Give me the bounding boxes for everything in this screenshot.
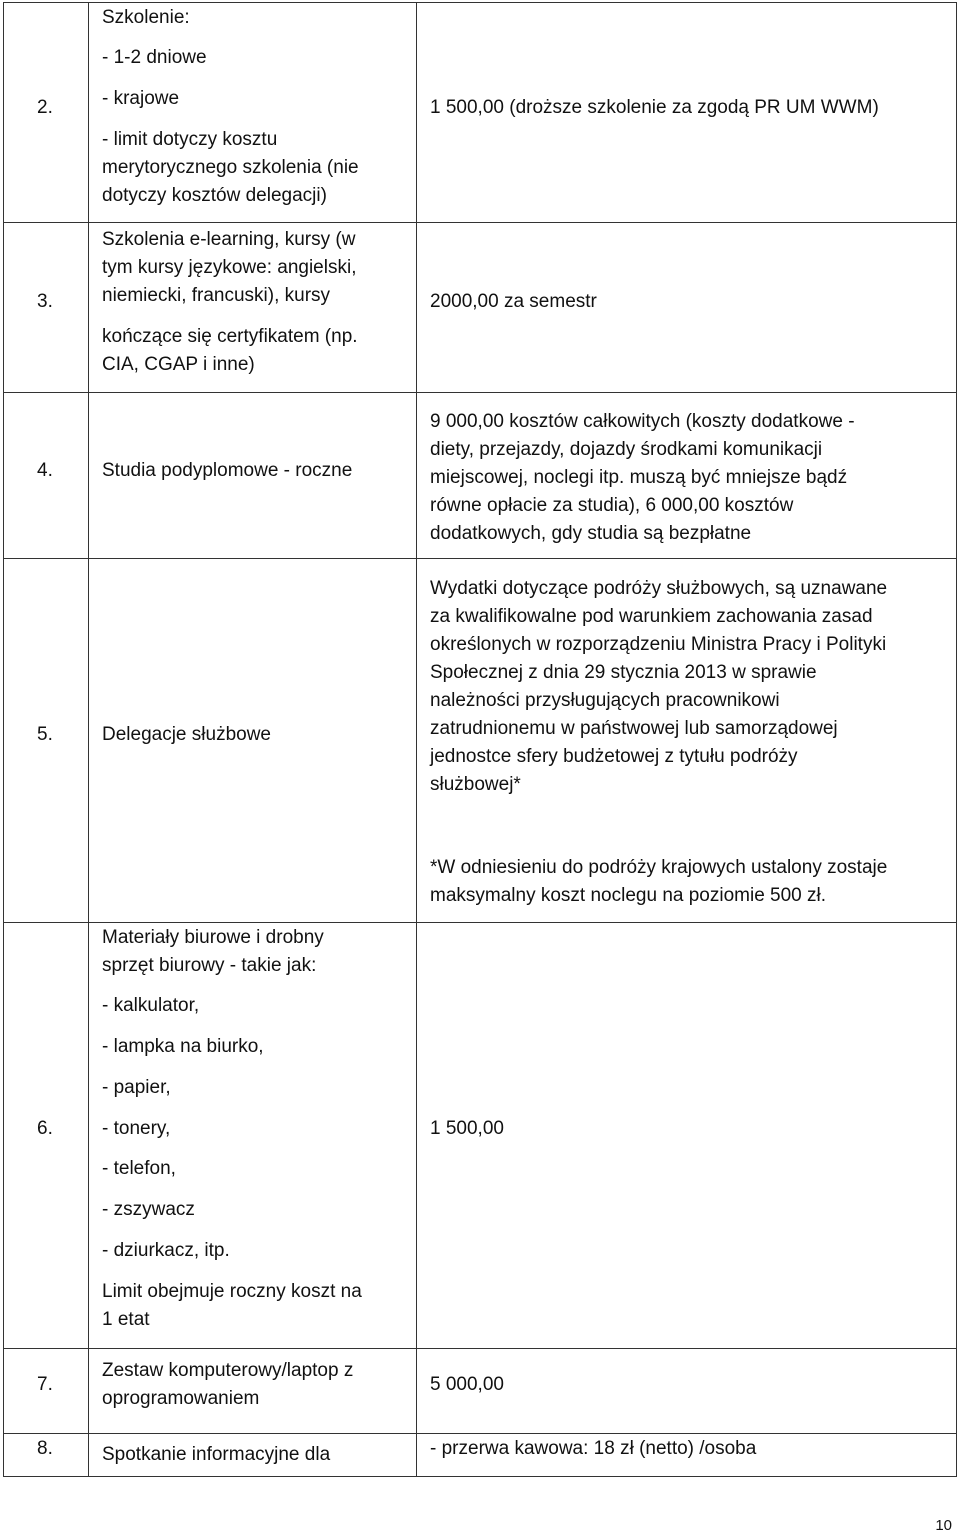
limit-line: jednostce sfery budżetowej z tytułu podróży	[430, 746, 798, 767]
column-divider-number	[88, 2, 89, 1476]
description-line: Zestaw komputerowy/laptop z	[102, 1360, 354, 1381]
table-border-top	[3, 2, 957, 3]
description-line: kończące się certyfikatem (np.	[102, 326, 358, 347]
row-number: 6.	[37, 1118, 53, 1139]
description-line: - 1-2 dniowe	[102, 47, 207, 68]
row-divider	[3, 392, 957, 393]
description-line: Spotkanie informacyjne dla	[102, 1444, 331, 1465]
description-line: CIA, CGAP i inne)	[102, 354, 255, 375]
page-number: 10	[935, 1517, 952, 1534]
limit-line: należności przysługujących pracownikowi	[430, 690, 780, 711]
row-number: 3.	[37, 291, 53, 312]
limit-line: Społecznej z dnia 29 stycznia 2013 w sprawie	[430, 662, 817, 683]
limit-line: 2000,00 za semestr	[430, 291, 597, 312]
description-line: - kalkulator,	[102, 995, 200, 1016]
row-number: 8.	[37, 1438, 53, 1459]
limit-line: służbowej*	[430, 774, 521, 795]
description-line: - lampka na biurko,	[102, 1036, 264, 1057]
limit-line: 5 000,00	[430, 1374, 504, 1395]
limit-line: miejscowej, noclegi itp. muszą być mniejsze bądź	[430, 467, 848, 488]
description-line: tym kursy językowe: angielski,	[102, 257, 357, 278]
limit-line: 9 000,00 kosztów całkowitych (koszty dodatkowe -	[430, 411, 855, 432]
description-line: Studia podyplomowe - roczne	[102, 460, 353, 481]
limit-line: 1 500,00	[430, 1118, 504, 1139]
description-line: Delegacje służbowe	[102, 724, 271, 745]
description-line: Szkolenie:	[102, 7, 190, 28]
description-line: - papier,	[102, 1077, 171, 1098]
row-divider	[3, 1433, 957, 1434]
limit-line: zatrudnionemu w państwowej lub samorządowej	[430, 718, 838, 739]
column-divider-description	[416, 2, 417, 1476]
table-border-right	[956, 2, 957, 1476]
description-line: - tonery,	[102, 1118, 171, 1139]
description-line: niemiecki, francuski), kursy	[102, 285, 331, 306]
description-line: Limit obejmuje roczny koszt na	[102, 1281, 362, 1302]
row-divider	[3, 922, 957, 923]
row-divider	[3, 1348, 957, 1349]
description-line: Materiały biurowe i drobny	[102, 927, 324, 948]
row-number: 5.	[37, 724, 53, 745]
description-line: - dziurkacz, itp.	[102, 1240, 230, 1261]
limit-line: określonych w rozporządzeniu Ministra Pracy i Polityki	[430, 634, 887, 655]
description-line: - limit dotyczy kosztu	[102, 129, 278, 150]
row-number: 7.	[37, 1374, 53, 1395]
description-line: 1 etat	[102, 1309, 150, 1330]
footnote-line: maksymalny koszt noclegu na poziomie 500 zł.	[430, 885, 827, 906]
description-line: - krajowe	[102, 88, 180, 109]
row-divider	[3, 558, 957, 559]
description-line: Szkolenia e-learning, kursy (w	[102, 229, 356, 250]
footnote-line: *W odniesieniu do podróży krajowych ustalony zostaje	[430, 857, 888, 878]
description-line: - telefon,	[102, 1158, 176, 1179]
description-line: oprogramowaniem	[102, 1388, 260, 1409]
limit-line: 1 500,00 (droższe szkolenie za zgodą PR UM WWM)	[430, 97, 879, 118]
limit-line: dodatkowych, gdy studia są bezpłatne	[430, 523, 752, 544]
description-line: sprzęt biurowy - takie jak:	[102, 955, 317, 976]
limit-line: diety, przejazdy, dojazdy środkami komunikacji	[430, 439, 823, 460]
row-number: 2.	[37, 97, 53, 118]
description-line: merytorycznego szkolenia (nie	[102, 157, 359, 178]
row-number: 4.	[37, 460, 53, 481]
limit-line: - przerwa kawowa: 18 zł (netto) /osoba	[430, 1438, 757, 1459]
table-border-bottom	[3, 1476, 957, 1477]
table-border-left	[3, 2, 4, 1476]
limit-line: Wydatki dotyczące podróży służbowych, są uznawane	[430, 578, 888, 599]
row-divider	[3, 222, 957, 223]
limit-line: równe opłacie za studia), 6 000,00 kosztów	[430, 495, 794, 516]
limit-line: za kwalifikowalne pod warunkiem zachowania zasad	[430, 606, 873, 627]
description-line: dotyczy kosztów delegacji)	[102, 185, 327, 206]
description-line: - zszywacz	[102, 1199, 195, 1220]
